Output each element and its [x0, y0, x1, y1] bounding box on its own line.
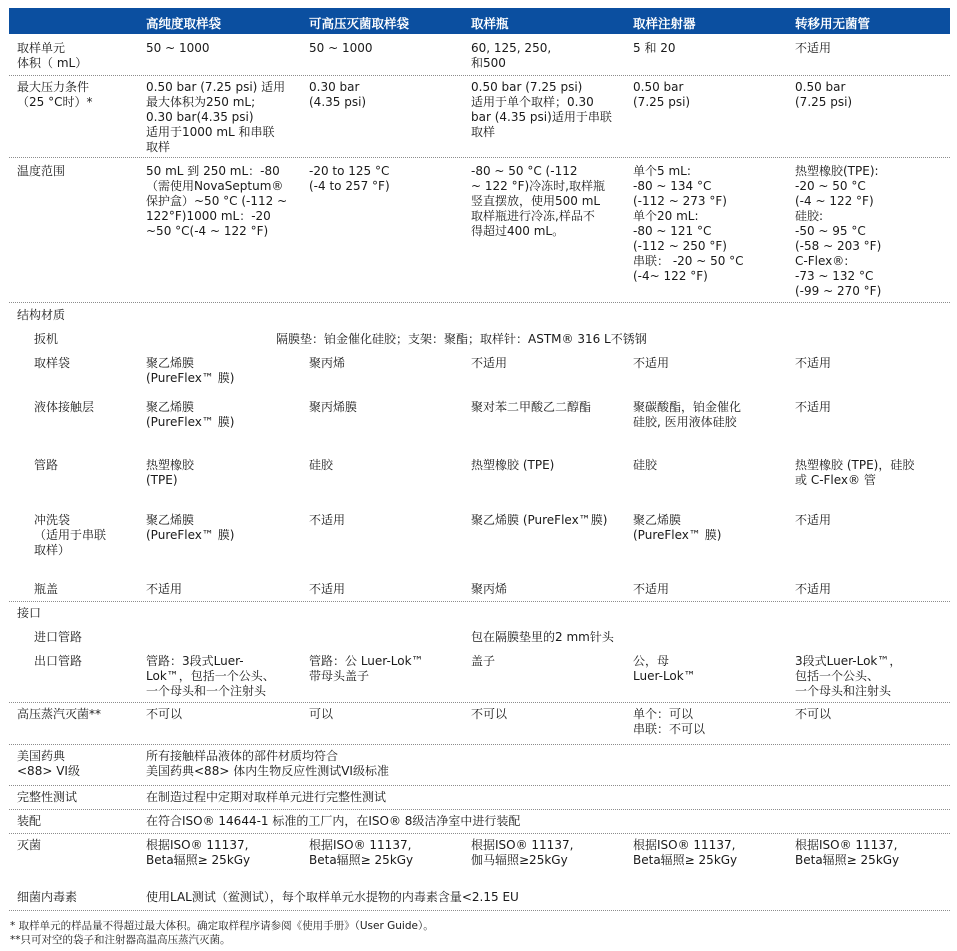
row-divider	[9, 910, 950, 911]
sterilization-cell: 根据ISO® 11137, 伽马辐照≥25kGy	[471, 838, 574, 867]
cap-cell: 不适用	[633, 582, 670, 596]
tubing-cell: 热塑橡胶 (TPE)，硅胶 或 C-Flex® 管	[795, 458, 915, 487]
outlet-cell: 管路：3段式Luer- Lok™，包括一个公头、 一个母头和一个注射头	[146, 654, 275, 698]
temperature-cell: -80 ~ 50 °C (-112 ~ 122 °F)冷冻时,取样瓶 竖直摆放，使用500 mL 取样瓶进行冷冻,样品不 得超过400 mL。	[471, 164, 605, 238]
flush-cell: 聚乙烯膜 (PureFlex™ 膜)	[146, 513, 235, 542]
footnote-autoclave: **只可对空的袋子和注射器高温高压蒸汽灭菌。	[10, 934, 231, 946]
row-divider	[9, 702, 950, 703]
sterilization-cell: 根据ISO® 11137, Beta辐照≥ 25kGy	[633, 838, 738, 867]
row-divider	[9, 785, 950, 786]
footnote-pressure: * 取样单元的样品量不得超过最大体积。确定取样程序请参阅《使用手册》（User Guide）。	[10, 920, 434, 932]
pressure-cell: 0.50 bar (7.25 psi) 适用于单个取样；0.30 bar (4.35 psi)适用于串联 取样	[471, 80, 612, 139]
outlet-cell: 3段式Luer-Lok™， 包括一个公头、 一个母头和注射头	[795, 654, 902, 698]
row-label-flush-bag: 冲洗袋 （适用于串联 取样）	[34, 513, 107, 557]
contact-cell: 聚对苯二甲酸乙二醇酯	[471, 400, 592, 414]
temperature-cell: 单个5 mL: -80 ~ 134 °C (-112 ~ 273 °F) 单个20 mL: -80 ~ 121 °C (-112 ~ 250 °F) 串联： -20 ~ 50 °C (-4~ 122 °F)	[633, 164, 744, 283]
header-high-purity-bag: 高纯度取样袋	[146, 16, 222, 31]
row-label-tubing: 管路	[34, 458, 59, 472]
autoclave-cell: 不可以	[795, 707, 832, 721]
contact-cell: 聚乙烯膜 (PureFlex™ 膜)	[146, 400, 235, 429]
row-divider	[9, 744, 950, 745]
tubing-cell: 硅胶	[309, 458, 334, 472]
row-label-temperature: 温度范围	[17, 164, 66, 178]
row-label-lever: 扳机	[34, 332, 59, 346]
volume-cell: 50 ~ 1000	[146, 41, 210, 55]
header-autoclavable-bag: 可高压灭菌取样袋	[309, 16, 410, 31]
row-label-pressure: 最大压力条件 （25 °C时）*	[17, 80, 93, 109]
assembly-cell: 在符合ISO® 14644-1 标准的工厂内，在ISO® 8级洁净室中进行装配	[146, 814, 521, 828]
autoclave-cell: 单个：可以 串联：不可以	[633, 707, 706, 736]
row-divider	[9, 809, 950, 810]
row-label-assembly: 装配	[17, 814, 42, 828]
row-label-cap: 瓶盖	[34, 582, 59, 596]
row-divider	[9, 157, 950, 158]
lever-cell: 隔膜垫：铂金催化硅胶；支架：聚酯；取样针：ASTM® 316 L不锈钢	[276, 332, 647, 346]
integrity-cell: 在制造过程中定期对取样单元进行完整性测试	[146, 790, 387, 804]
contact-cell: 聚碳酸酯，铂金催化 硅胶, 医用液体硅胶	[633, 400, 742, 429]
row-label-bag: 取样袋	[34, 356, 71, 370]
bag-cell: 聚丙烯	[309, 356, 346, 370]
row-label-usp: 美国药典 <88> VI级	[17, 749, 80, 778]
flush-cell: 聚乙烯膜 (PureFlex™ 膜)	[633, 513, 722, 542]
autoclave-cell: 可以	[309, 707, 334, 721]
row-label-contact: 液体接触层	[34, 400, 95, 414]
bag-cell: 不适用	[633, 356, 670, 370]
header-sample-syringe: 取样注射器	[633, 16, 696, 31]
row-label-inlet: 进口管路	[34, 630, 83, 644]
outlet-cell: 盖子	[471, 654, 496, 668]
temperature-cell: -20 to 125 °C (-4 to 257 °F)	[309, 164, 390, 193]
cap-cell: 聚丙烯	[471, 582, 508, 596]
sterilization-cell: 根据ISO® 11137, Beta辐照≥ 25kGy	[309, 838, 414, 867]
pressure-cell: 0.50 bar (7.25 psi)	[633, 80, 691, 109]
contact-cell: 聚丙烯膜	[309, 400, 358, 414]
autoclave-cell: 不可以	[471, 707, 508, 721]
bag-cell: 不适用	[795, 356, 832, 370]
pressure-cell: 0.30 bar (4.35 psi)	[309, 80, 367, 109]
volume-cell: 不适用	[795, 41, 832, 55]
temperature-cell: 50 mL 到 250 mL：-80 （需使用NovaSeptum® 保护盒）~50 °C (-112 ~ 122°F)1000 mL：-20 ~50 °C(-4 ~ 122 °F)	[146, 164, 288, 238]
flush-cell: 不适用	[309, 513, 346, 527]
section-label-ports: 接口	[17, 606, 42, 620]
flush-cell: 不适用	[795, 513, 832, 527]
endotoxin-cell: 使用LAL测试（鲎测试），每个取样单元水提物的内毒素含量<2.15 EU	[146, 890, 519, 904]
row-divider	[9, 833, 950, 834]
row-label-autoclave: 高压蒸汽灭菌**	[17, 707, 102, 721]
pressure-cell: 0.50 bar (7.25 psi)	[795, 80, 853, 109]
row-label-endotoxin: 细菌内毒素	[17, 890, 78, 904]
header-transfer-tube: 转移用无菌管	[795, 16, 871, 31]
cap-cell: 不适用	[146, 582, 183, 596]
contact-cell: 不适用	[795, 400, 832, 414]
tubing-cell: 热塑橡胶 (TPE)	[471, 458, 555, 472]
row-divider	[9, 75, 950, 76]
row-label-integrity: 完整性测试	[17, 790, 78, 804]
tubing-cell: 硅胶	[633, 458, 658, 472]
table-header	[9, 8, 950, 34]
autoclave-cell: 不可以	[146, 707, 183, 721]
row-label-sterilization: 灭菌	[17, 838, 42, 852]
header-sample-bottle: 取样瓶	[471, 16, 509, 31]
tubing-cell: 热塑橡胶 (TPE)	[146, 458, 195, 487]
inlet-cell: 包在隔膜垫里的2 mm针头	[471, 630, 614, 644]
row-divider	[9, 601, 950, 602]
sterilization-cell: 根据ISO® 11137, Beta辐照≥ 25kGy	[146, 838, 251, 867]
row-divider	[9, 302, 950, 303]
usp-cell: 所有接触样品液体的部件材质均符合 美国药典<88> 体内生物反应性测试VI级标准	[146, 749, 389, 778]
row-label-outlet: 出口管路	[34, 654, 83, 668]
flush-cell: 聚乙烯膜 (PureFlex™膜)	[471, 513, 608, 527]
row-label-volume: 取样单元 体积（ mL）	[17, 41, 88, 70]
volume-cell: 5 和 20	[633, 41, 676, 55]
temperature-cell: 热塑橡胶(TPE): -20 ~ 50 °C (-4 ~ 122 °F) 硅胶: -50 ~ 95 °C (-58 ~ 203 °F) C-Flex®: -73 ~ 132 °C (-99 ~ 270 °F)	[795, 164, 882, 298]
bag-cell: 聚乙烯膜 (PureFlex™ 膜)	[146, 356, 235, 385]
cap-cell: 不适用	[309, 582, 346, 596]
outlet-cell: 公，母 Luer-Lok™	[633, 654, 696, 683]
volume-cell: 60, 125, 250, 和500	[471, 41, 552, 70]
section-label-materials: 结构材质	[17, 308, 66, 322]
outlet-cell: 管路：公 Luer-Lok™ 带母头盖子	[309, 654, 424, 683]
volume-cell: 50 ~ 1000	[309, 41, 373, 55]
cap-cell: 不适用	[795, 582, 832, 596]
pressure-cell: 0.50 bar (7.25 psi) 适用 最大体积为250 mL; 0.30 bar(4.35 psi) 适用于1000 mL 和串联 取样	[146, 80, 286, 154]
sterilization-cell: 根据ISO® 11137, Beta辐照≥ 25kGy	[795, 838, 900, 867]
bag-cell: 不适用	[471, 356, 508, 370]
